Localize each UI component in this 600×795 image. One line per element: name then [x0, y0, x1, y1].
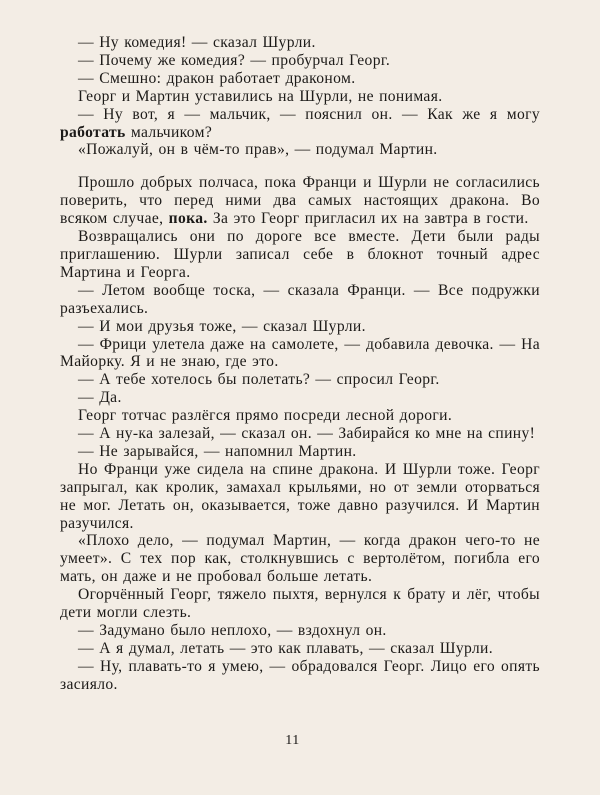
text-run: За это Георг пригласил их на завтра в гости.	[207, 210, 529, 228]
page-body-text	[60, 34, 540, 694]
paragraph: «Пожалуй, он в чём-то прав», — подумал Мартин.	[78, 141, 438, 159]
paragraph: — Ну, плавать-то я умею, — обрадовался Георг. Лицо его опять засияло.	[60, 657, 540, 693]
paragraph: — Смешно: дракон работает драконом.	[78, 69, 356, 87]
paragraph: — А ну-ка залезай, — сказал он. — Забирайся ко мне на спину!	[78, 425, 536, 443]
paragraph: — Да.	[78, 389, 122, 407]
bold-word: пока.	[168, 210, 208, 228]
paragraph: — Почему же комедия? — пробурчал Георг.	[78, 51, 391, 69]
paragraph: — А я думал, летать — это как плавать, — сказал Шурли.	[78, 639, 493, 657]
paragraph: Огорчённый Георг, тяжело пыхтя, вернулся к брату и лёг, чтобы дети могли слезть.	[60, 586, 540, 622]
paragraph: — А тебе хотелось бы полетать? — спросил Георг.	[78, 371, 440, 389]
paragraph: — И мои друзья тоже, — сказал Шурли.	[78, 317, 366, 335]
paragraph: — Ну комедия! — сказал Шурли.	[78, 34, 316, 51]
paragraph: — Задумано было неплохо, — вздохнул он.	[78, 622, 387, 639]
text-run: — Ну вот, я — мальчик, — пояснил он. — Как же я могу	[78, 105, 540, 123]
paragraph: Возвращались они по дороге все вместе. Дети были рады приглашению. Шурли записал себе в блокнот точный адрес Мартина и Георга.	[60, 228, 540, 281]
paragraph	[60, 174, 540, 228]
paragraph: Но Франци уже сидела на спине дракона. И Шурли тоже. Георг запрыгал, как кролик, замахал крыльями, но от земли оторваться не мог. Летать он, оказывается, тоже давно разучился. И Мартин разучился.	[60, 460, 540, 532]
text-run: Прошло добрых полчаса, пока Франци и Шурли не согласились поверить, что перед ними два самых настоящих дракона. Во всяком случае,	[60, 174, 540, 228]
paragraph: «Плохо дело, — подумал Мартин, — когда дракон чего-то не умеет». С тех пор как, столкнувшись с вертолётом, погибла его мать, он даже и не пробовал больше летать.	[60, 532, 540, 586]
paragraph: Георг и Мартин уставились на Шурли, не понимая.	[78, 87, 443, 105]
paragraph	[60, 106, 540, 142]
paragraph: — Летом вообще тоска, — сказала Франци. — Все подружки разъехались.	[60, 281, 540, 317]
paragraph: Георг тотчас разлёгся прямо посреди лесной дороги.	[78, 407, 453, 425]
text-run: мальчиком?	[125, 123, 213, 141]
page-number: 11	[285, 733, 300, 748]
paragraph: — Не зарывайся, — напомнил Мартин.	[78, 442, 357, 460]
paragraph: — Фрици улетела даже на самолете, — добавила девочка. — На Майорку. Я и не знаю, где это.	[60, 335, 540, 371]
bold-word: работать	[60, 123, 126, 141]
